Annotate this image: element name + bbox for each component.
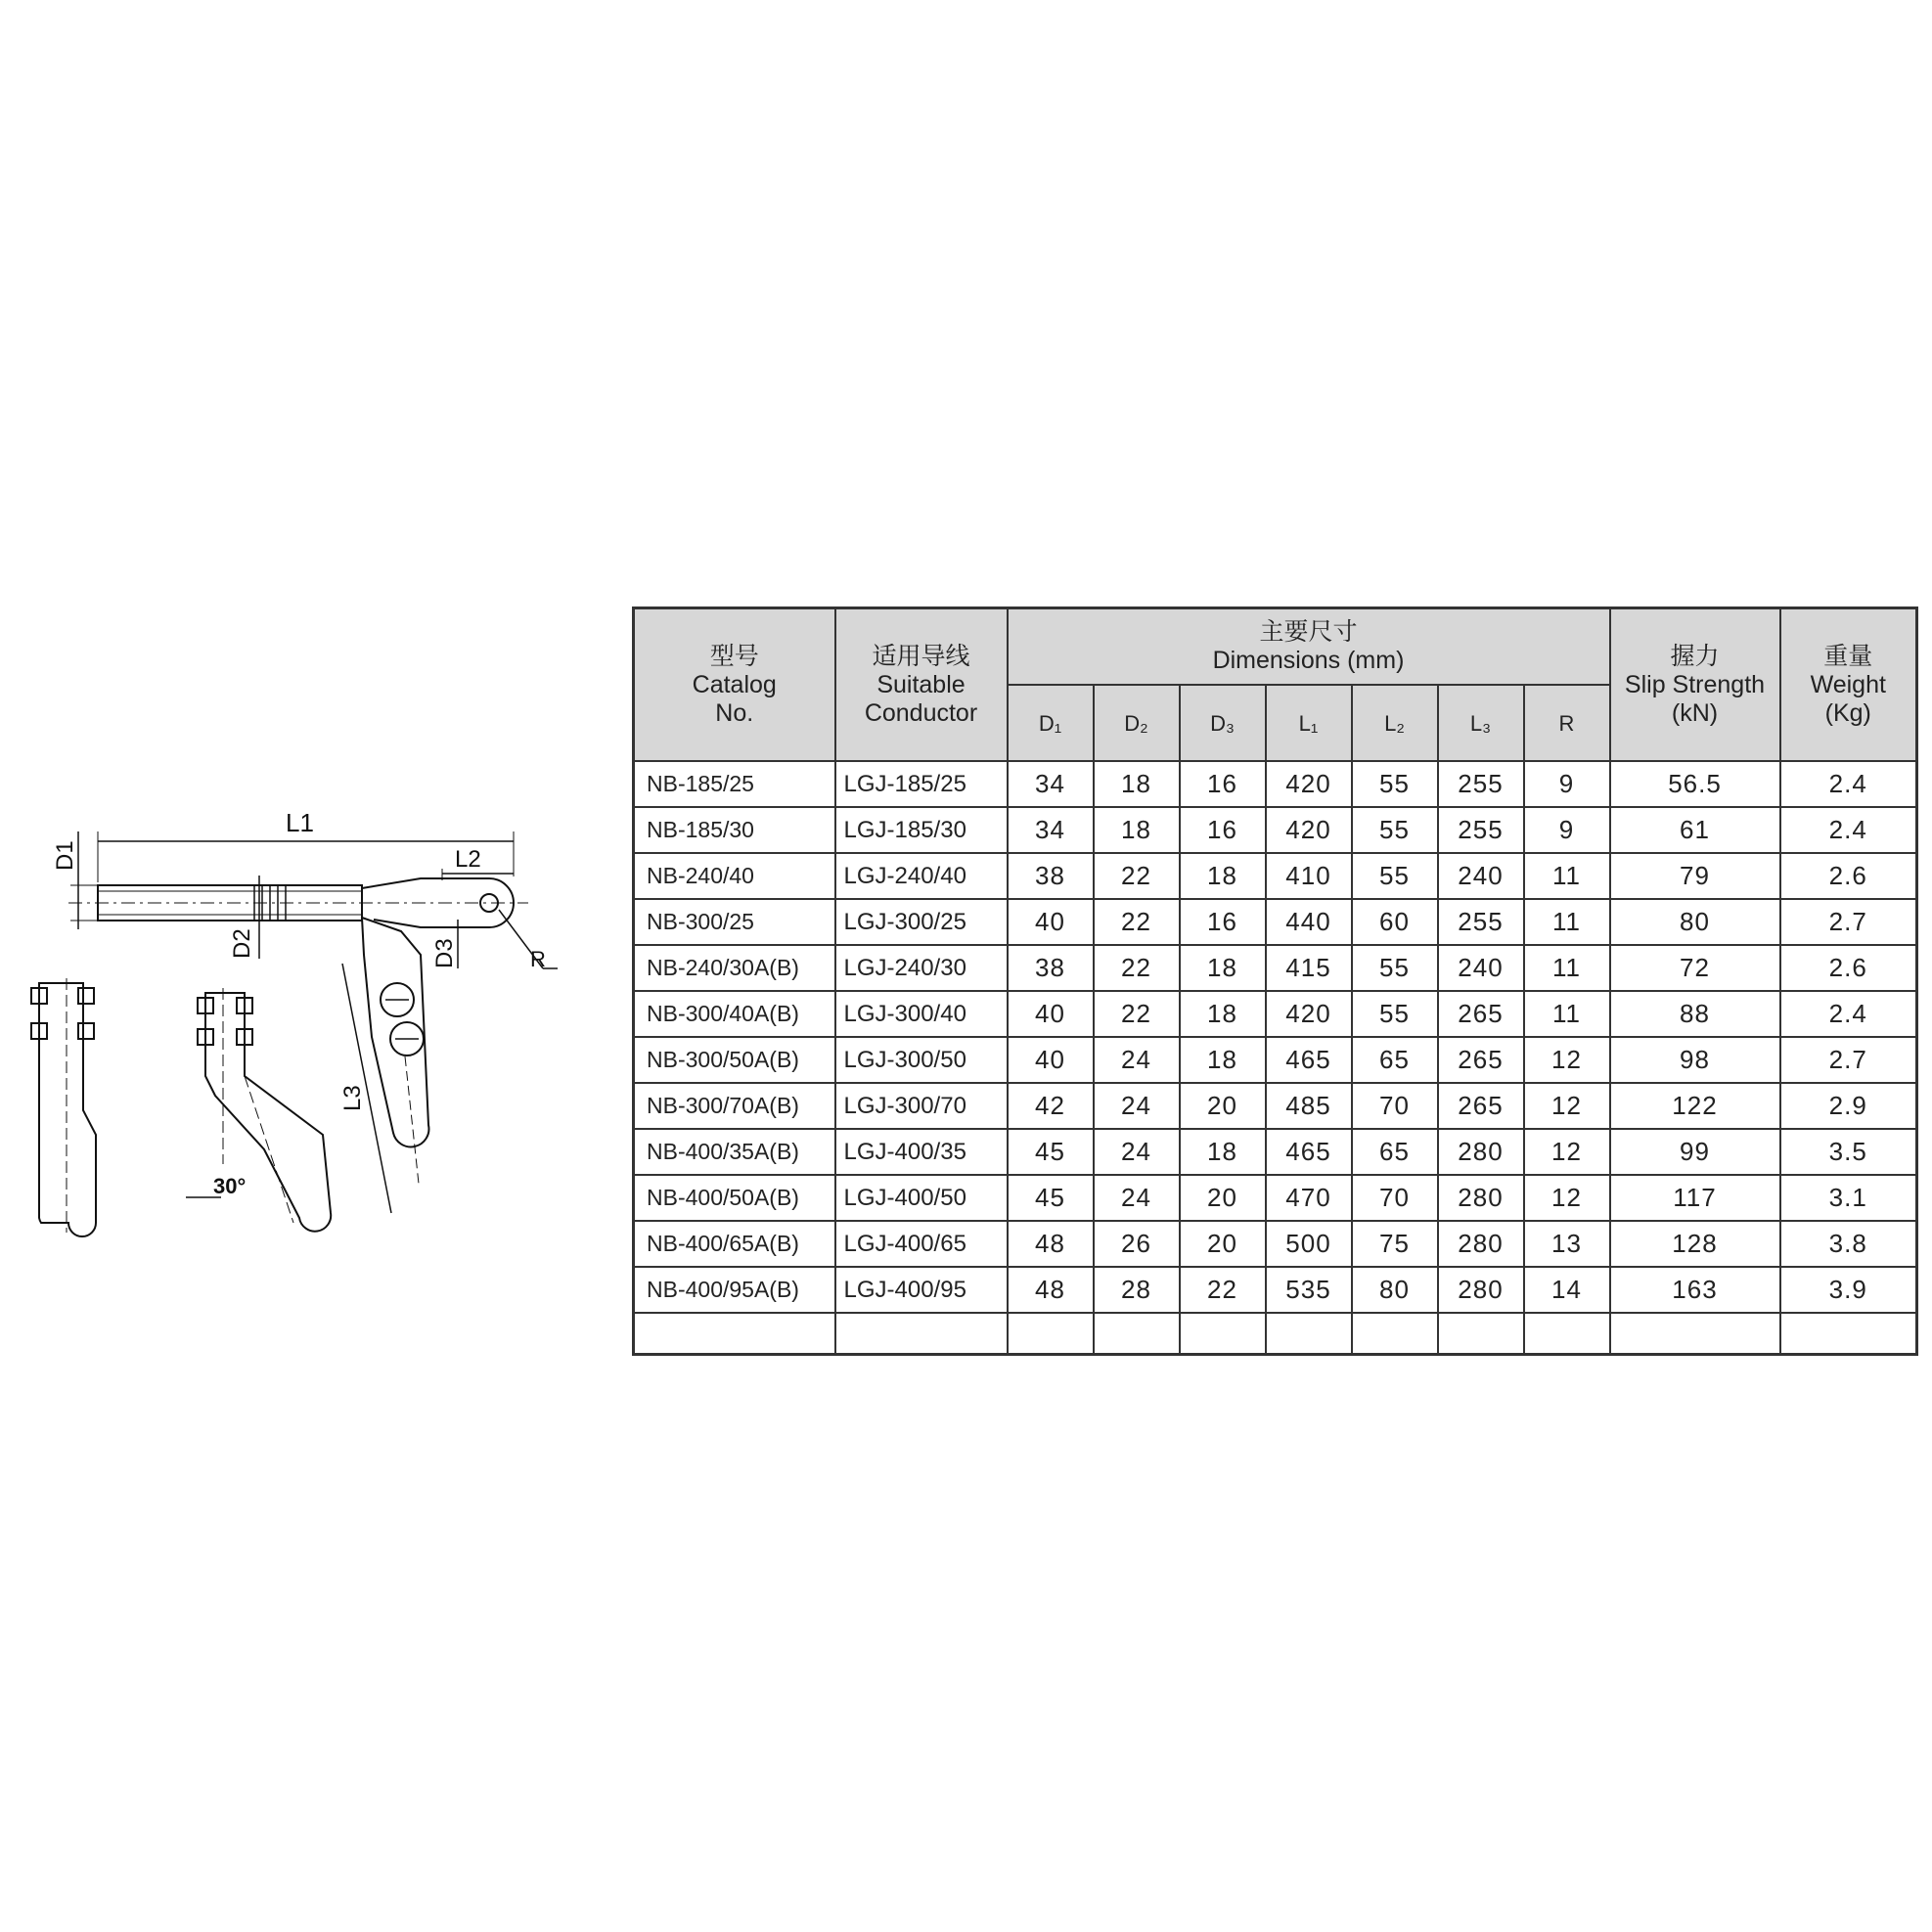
cell-l3: 280 (1438, 1267, 1524, 1313)
empty-cell (1524, 1313, 1610, 1355)
cell-d1: 48 (1008, 1267, 1094, 1313)
cell-l3: 280 (1438, 1129, 1524, 1175)
empty-cell (634, 1313, 835, 1355)
cell-slip-strength: 72 (1610, 945, 1780, 991)
cell-l1: 415 (1266, 945, 1352, 991)
cell-conductor: LGJ-240/40 (835, 853, 1008, 899)
cell-weight: 2.4 (1780, 761, 1917, 807)
cell-l3: 265 (1438, 991, 1524, 1037)
cell-r: 11 (1524, 991, 1610, 1037)
cell-slip-strength: 99 (1610, 1129, 1780, 1175)
l1-label: L1 (286, 808, 314, 837)
cell-catalog: NB-400/65A(B) (634, 1221, 835, 1267)
table-row (634, 1175, 1917, 1221)
empty-cell (1094, 1313, 1180, 1355)
cell-l2: 55 (1352, 807, 1438, 853)
cell-l2: 55 (1352, 945, 1438, 991)
cell-conductor: LGJ-300/25 (835, 899, 1008, 945)
l3-label: L3 (339, 1085, 366, 1111)
table-body (634, 761, 1917, 1355)
cell-d3: 16 (1180, 807, 1266, 853)
cell-slip-strength: 122 (1610, 1083, 1780, 1129)
cell-d1: 34 (1008, 761, 1094, 807)
cell-l3: 255 (1438, 761, 1524, 807)
cell-r: 11 (1524, 945, 1610, 991)
cell-catalog: NB-300/70A(B) (634, 1083, 835, 1129)
l2-label: L2 (455, 846, 481, 873)
cell-catalog: NB-185/30 (634, 807, 835, 853)
cell-conductor: LGJ-400/95 (835, 1267, 1008, 1313)
cell-l1: 485 (1266, 1083, 1352, 1129)
cell-catalog: NB-300/40A(B) (634, 991, 835, 1037)
header-slip-strength: 握力 Slip Strength (kN) (1610, 608, 1780, 762)
cell-catalog: NB-400/35A(B) (634, 1129, 835, 1175)
side-view-angled (186, 988, 331, 1232)
cell-d2: 24 (1094, 1175, 1180, 1221)
empty-cell (1438, 1313, 1524, 1355)
empty-cell (1180, 1313, 1266, 1355)
cell-d2: 28 (1094, 1267, 1180, 1313)
d2-label: D2 (229, 928, 255, 959)
cell-conductor: LGJ-240/30 (835, 945, 1008, 991)
table-row (634, 899, 1917, 945)
cell-l3: 265 (1438, 1037, 1524, 1083)
cell-l3: 240 (1438, 853, 1524, 899)
cell-l2: 70 (1352, 1083, 1438, 1129)
spec-table (632, 607, 1918, 1356)
cell-weight: 2.6 (1780, 853, 1917, 899)
cell-catalog: NB-185/25 (634, 761, 835, 807)
table-row (634, 1267, 1917, 1313)
clamp-technical-drawing (10, 773, 616, 1262)
cell-l2: 80 (1352, 1267, 1438, 1313)
table-row (634, 1129, 1917, 1175)
cell-r: 12 (1524, 1175, 1610, 1221)
cell-conductor: LGJ-300/40 (835, 991, 1008, 1037)
table-row (634, 853, 1917, 899)
cell-l2: 55 (1352, 991, 1438, 1037)
header-d1: D₁ (1008, 685, 1094, 761)
cell-catalog: NB-240/40 (634, 853, 835, 899)
cell-r: 9 (1524, 761, 1610, 807)
cell-weight: 2.4 (1780, 807, 1917, 853)
cell-d3: 16 (1180, 899, 1266, 945)
cell-d2: 24 (1094, 1037, 1180, 1083)
cell-catalog: NB-400/50A(B) (634, 1175, 835, 1221)
cell-slip-strength: 61 (1610, 807, 1780, 853)
cell-catalog: NB-400/95A(B) (634, 1267, 835, 1313)
cell-d1: 34 (1008, 807, 1094, 853)
table-row-empty (634, 1313, 1917, 1355)
cell-weight: 2.6 (1780, 945, 1917, 991)
cell-d3: 22 (1180, 1267, 1266, 1313)
empty-cell (1780, 1313, 1917, 1355)
cell-r: 11 (1524, 853, 1610, 899)
table-row (634, 991, 1917, 1037)
cell-l1: 500 (1266, 1221, 1352, 1267)
cell-d3: 18 (1180, 991, 1266, 1037)
cell-l3: 240 (1438, 945, 1524, 991)
cell-weight: 3.5 (1780, 1129, 1917, 1175)
cell-d1: 38 (1008, 853, 1094, 899)
cell-l1: 440 (1266, 899, 1352, 945)
table-row (634, 1037, 1917, 1083)
cell-d3: 18 (1180, 853, 1266, 899)
header-l2: L₂ (1352, 685, 1438, 761)
cell-d3: 20 (1180, 1221, 1266, 1267)
table-row (634, 1221, 1917, 1267)
cell-slip-strength: 79 (1610, 853, 1780, 899)
cell-r: 11 (1524, 899, 1610, 945)
side-view-straight (31, 978, 96, 1236)
header-r: R (1524, 685, 1610, 761)
cell-conductor: LGJ-300/50 (835, 1037, 1008, 1083)
cell-l3: 255 (1438, 899, 1524, 945)
cell-l2: 60 (1352, 899, 1438, 945)
empty-cell (1352, 1313, 1438, 1355)
cell-d2: 24 (1094, 1129, 1180, 1175)
cell-l1: 420 (1266, 807, 1352, 853)
cell-catalog: NB-300/50A(B) (634, 1037, 835, 1083)
table-row (634, 945, 1917, 991)
cell-slip-strength: 88 (1610, 991, 1780, 1037)
cell-weight: 2.9 (1780, 1083, 1917, 1129)
cell-r: 12 (1524, 1037, 1610, 1083)
cell-l3: 280 (1438, 1221, 1524, 1267)
header-l1: L₁ (1266, 685, 1352, 761)
cell-d1: 45 (1008, 1175, 1094, 1221)
cell-weight: 3.1 (1780, 1175, 1917, 1221)
cell-l2: 55 (1352, 853, 1438, 899)
cell-conductor: LGJ-400/50 (835, 1175, 1008, 1221)
cell-d1: 40 (1008, 899, 1094, 945)
cell-slip-strength: 80 (1610, 899, 1780, 945)
r-label: R (530, 947, 546, 971)
cell-weight: 3.9 (1780, 1267, 1917, 1313)
cell-l3: 255 (1438, 807, 1524, 853)
cell-weight: 2.7 (1780, 899, 1917, 945)
cell-d1: 42 (1008, 1083, 1094, 1129)
cell-d1: 38 (1008, 945, 1094, 991)
cell-d2: 22 (1094, 945, 1180, 991)
table-row (634, 1083, 1917, 1129)
cell-catalog: NB-300/25 (634, 899, 835, 945)
empty-cell (1266, 1313, 1352, 1355)
table-row (634, 807, 1917, 853)
cell-catalog: NB-240/30A(B) (634, 945, 835, 991)
cell-l1: 420 (1266, 761, 1352, 807)
cell-conductor: LGJ-400/65 (835, 1221, 1008, 1267)
cell-conductor: LGJ-185/25 (835, 761, 1008, 807)
cell-weight: 2.4 (1780, 991, 1917, 1037)
cell-l2: 75 (1352, 1221, 1438, 1267)
cell-slip-strength: 163 (1610, 1267, 1780, 1313)
angle-label: 30° (213, 1174, 247, 1198)
cell-d1: 48 (1008, 1221, 1094, 1267)
cell-slip-strength: 128 (1610, 1221, 1780, 1267)
header-l3: L₃ (1438, 685, 1524, 761)
clamp-eye (362, 878, 514, 927)
cell-d2: 22 (1094, 853, 1180, 899)
cell-d2: 18 (1094, 807, 1180, 853)
cell-d3: 20 (1180, 1175, 1266, 1221)
cell-d1: 45 (1008, 1129, 1094, 1175)
cell-slip-strength: 56.5 (1610, 761, 1780, 807)
header-d3: D₃ (1180, 685, 1266, 761)
cell-conductor: LGJ-300/70 (835, 1083, 1008, 1129)
cell-d3: 16 (1180, 761, 1266, 807)
empty-cell (1008, 1313, 1094, 1355)
header-conductor: 适用导线 Suitable Conductor (835, 608, 1008, 762)
cell-d2: 26 (1094, 1221, 1180, 1267)
empty-cell (835, 1313, 1008, 1355)
header-catalog: 型号 Catalog No. (634, 608, 835, 762)
cell-d2: 24 (1094, 1083, 1180, 1129)
cell-r: 9 (1524, 807, 1610, 853)
cell-l1: 465 (1266, 1129, 1352, 1175)
table-row (634, 761, 1917, 807)
cell-r: 13 (1524, 1221, 1610, 1267)
header-d2: D₂ (1094, 685, 1180, 761)
cell-l1: 465 (1266, 1037, 1352, 1083)
cell-l1: 535 (1266, 1267, 1352, 1313)
cell-d3: 18 (1180, 1129, 1266, 1175)
cell-r: 12 (1524, 1083, 1610, 1129)
empty-cell (1610, 1313, 1780, 1355)
cell-weight: 3.8 (1780, 1221, 1917, 1267)
cell-conductor: LGJ-185/30 (835, 807, 1008, 853)
cell-l1: 420 (1266, 991, 1352, 1037)
cell-l2: 70 (1352, 1175, 1438, 1221)
cell-l3: 265 (1438, 1083, 1524, 1129)
cell-conductor: LGJ-400/35 (835, 1129, 1008, 1175)
cell-l2: 65 (1352, 1129, 1438, 1175)
cell-weight: 2.7 (1780, 1037, 1917, 1083)
cell-l3: 280 (1438, 1175, 1524, 1221)
cell-d3: 18 (1180, 1037, 1266, 1083)
header-row-main (634, 608, 1917, 686)
cell-d3: 20 (1180, 1083, 1266, 1129)
cell-r: 12 (1524, 1129, 1610, 1175)
header-dimensions: 主要尺寸 Dimensions (mm) (1008, 608, 1610, 686)
cell-r: 14 (1524, 1267, 1610, 1313)
cell-l1: 410 (1266, 853, 1352, 899)
cell-d2: 22 (1094, 991, 1180, 1037)
cell-slip-strength: 98 (1610, 1037, 1780, 1083)
cell-d2: 22 (1094, 899, 1180, 945)
header-weight: 重量 Weight (Kg) (1780, 608, 1917, 762)
cell-d2: 18 (1094, 761, 1180, 807)
cell-d1: 40 (1008, 1037, 1094, 1083)
d3-label: D3 (431, 938, 458, 968)
cell-slip-strength: 117 (1610, 1175, 1780, 1221)
cell-d3: 18 (1180, 945, 1266, 991)
cell-l2: 65 (1352, 1037, 1438, 1083)
cell-l1: 470 (1266, 1175, 1352, 1221)
cell-d1: 40 (1008, 991, 1094, 1037)
cell-l2: 55 (1352, 761, 1438, 807)
d1-label: D1 (52, 840, 78, 871)
